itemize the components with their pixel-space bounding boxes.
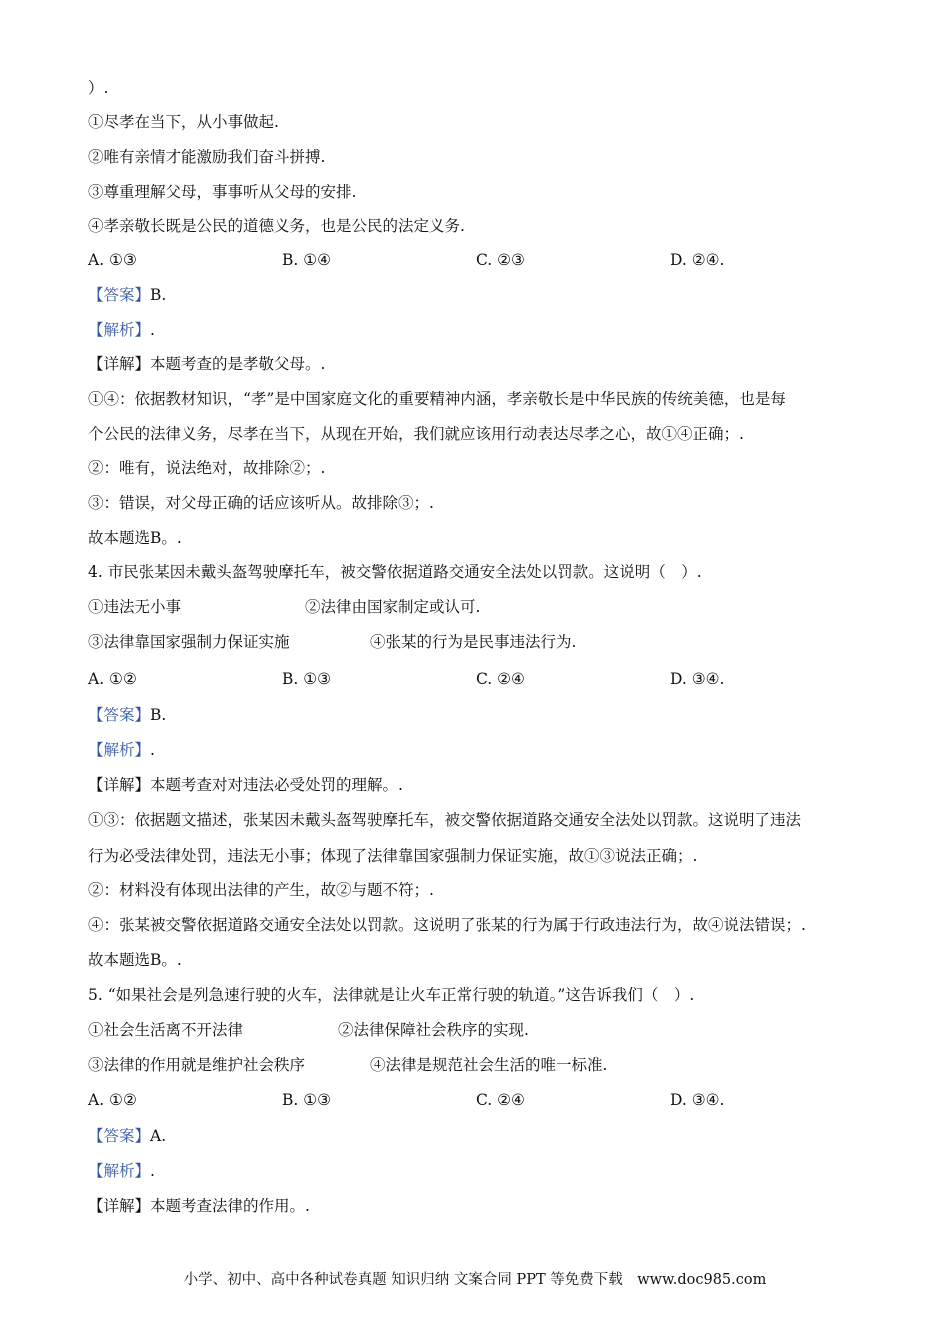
explanation-line: ④：张某被交警依据道路交通安全法处以罚款。这说明了张某的行为属于行政违法行为，故④说法错误；. <box>88 916 806 934</box>
question-4-stem: 4. 市民张某因未戴头盔驾驶摩托车，被交警依据道路交通安全法处以罚款。这说明（ ）. <box>88 563 702 581</box>
option-statement: ④张某的行为是民事违法行为. <box>370 633 577 651</box>
text-line: ）. <box>88 79 109 97</box>
option-statement: ④法律是规范社会生活的唯一标准. <box>370 1056 608 1074</box>
answer-value: B. <box>150 286 167 304</box>
answer-line <box>88 705 166 725</box>
option-statement: ②唯有亲情才能激励我们奋斗拼搏. <box>88 148 326 166</box>
option-statement: ②法律保障社会秩序的实现. <box>338 1021 529 1039</box>
choice-c: C. ②④ <box>476 1091 525 1109</box>
answer-line <box>88 285 166 305</box>
answer-tag: 【答案】 <box>88 706 151 724</box>
analysis-value: . <box>150 321 155 339</box>
detail-line: 【详解】本题考查法律的作用。. <box>88 1197 310 1215</box>
analysis-line <box>88 740 155 760</box>
question-5-stem: 5. “如果社会是列急速行驶的火车，法律就是让火车正常行驶的轨道。”这告诉我们（ ）. <box>88 986 695 1004</box>
explanation-line: 个公民的法律义务，尽孝在当下，从现在开始，我们就应该用行动表达尽孝之心，故①④正确；. <box>88 425 744 443</box>
choice-c: C. ②③ <box>476 251 525 269</box>
option-statement: ②法律由国家制定或认可. <box>305 598 481 616</box>
analysis-line <box>88 320 155 340</box>
explanation-line: 行为必受法律处罚，违法无小事；体现了法律靠国家强制力保证实施，故①③说法正确；. <box>88 847 698 865</box>
answer-value: A. <box>150 1127 167 1145</box>
analysis-value: . <box>150 1162 155 1180</box>
choice-d: D. ③④. <box>670 1091 725 1109</box>
analysis-tag: 【解析】 <box>88 321 151 339</box>
analysis-line <box>88 1161 155 1181</box>
explanation-line: ②：材料没有体现出法律的产生，故②与题不符；. <box>88 881 434 899</box>
choice-d: D. ②④. <box>670 251 725 269</box>
answer-value: B. <box>150 706 167 724</box>
page-footer: 小学、初中、高中各种试卷真题 知识归纳 文案合同 PPT 等免费下载 www.doc985.com <box>183 1272 767 1288</box>
detail-line: 【详解】本题考查的是孝敬父母。. <box>88 355 326 373</box>
choice-a: A. ①② <box>88 1091 137 1109</box>
choice-b: B. ①④ <box>282 251 332 269</box>
conclusion-line: 故本题选B。. <box>88 951 182 969</box>
conclusion-line: 故本题选B。. <box>88 529 182 547</box>
answer-tag: 【答案】 <box>88 286 151 304</box>
option-statement: ③尊重理解父母，事事听从父母的安排. <box>88 183 357 201</box>
analysis-value: . <box>150 741 155 759</box>
choice-b: B. ①③ <box>282 670 332 688</box>
explanation-line: ①④：依据教材知识，“孝”是中国家庭文化的重要精神内涵，孝亲敬长是中华民族的传统美德，也是每 <box>88 390 786 408</box>
answer-line <box>88 1126 166 1146</box>
option-statement: ③法律靠国家强制力保证实施 <box>88 633 290 651</box>
option-statement: ①违法无小事 <box>88 598 182 616</box>
option-statement: ①社会生活离不开法律 <box>88 1021 244 1039</box>
choice-b: B. ①③ <box>282 1091 332 1109</box>
explanation-line: ①③：依据题文描述，张某因未戴头盔驾驶摩托车，被交警依据道路交通安全法处以罚款。这说明了违法 <box>88 811 802 829</box>
explanation-line: ③：错误，对父母正确的话应该听从。故排除③；. <box>88 494 434 512</box>
option-statement: ④孝亲敬长既是公民的道德义务，也是公民的法定义务. <box>88 217 465 235</box>
analysis-tag: 【解析】 <box>88 741 151 759</box>
choice-a: A. ①② <box>88 670 137 688</box>
answer-tag: 【答案】 <box>88 1127 151 1145</box>
detail-line: 【详解】本题考查对对违法必受处罚的理解。. <box>88 776 403 794</box>
option-statement: ③法律的作用就是维护社会秩序 <box>88 1056 306 1074</box>
analysis-tag: 【解析】 <box>88 1162 151 1180</box>
choice-a: A. ①③ <box>88 251 137 269</box>
option-statement: ①尽孝在当下，从小事做起. <box>88 113 279 131</box>
explanation-line: ②：唯有，说法绝对，故排除②；. <box>88 459 326 477</box>
choice-c: C. ②④ <box>476 670 525 688</box>
choice-d: D. ③④. <box>670 670 725 688</box>
